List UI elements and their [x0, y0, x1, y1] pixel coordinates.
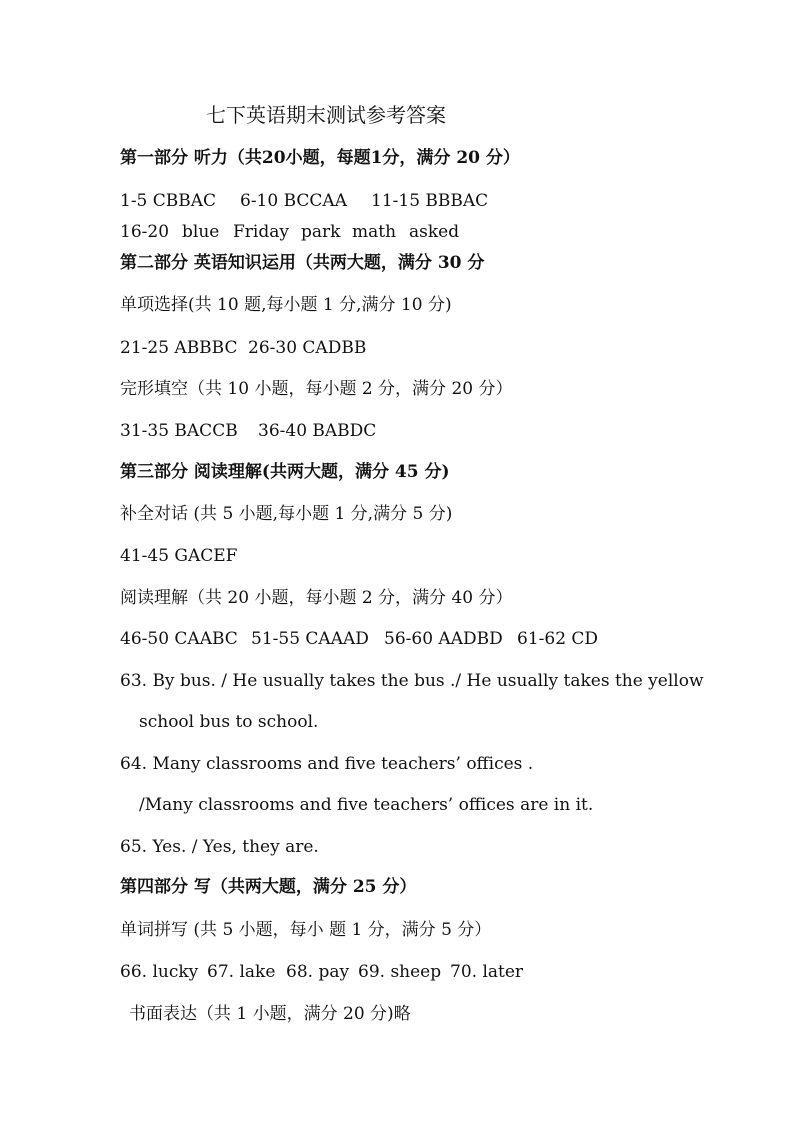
- answer-word: 67. lake: [207, 962, 276, 982]
- answer-group: 1-5 CBBAC: [120, 191, 217, 211]
- answer-word: park: [301, 222, 341, 242]
- page-title: 七下英语期末测试参考答案: [206, 103, 446, 127]
- part4-sec1-heading: 单词拼写 (共 5 小题，每小 题 1 分，满分 5 分）: [120, 920, 492, 940]
- answer-group: 46-50 CAABC: [120, 629, 238, 649]
- answer-word: 68. pay: [286, 962, 350, 982]
- answer-group: 11-15 BBBAC: [371, 191, 489, 211]
- q65: 65. Yes. / Yes, they are.: [120, 837, 319, 857]
- answer-group: 36-40 BABDC: [258, 421, 377, 441]
- answer-word: 69. sheep: [358, 962, 442, 982]
- part2-heading: 第二部分 英语知识运用（共两大题，满分 30 分: [120, 253, 485, 273]
- answer-word: asked: [409, 222, 460, 242]
- answer-word: 66. lucky: [120, 962, 199, 982]
- answer-word: 70. later: [450, 962, 524, 982]
- answer-group: 16-20: [120, 222, 170, 242]
- part4-heading: 第四部分 写（共两大题，满分 25 分）: [120, 877, 417, 897]
- answer-group: 26-30 CADBB: [248, 338, 367, 358]
- part4-sec1-answers: [120, 961, 523, 983]
- answer-group: 31-35 BACCB: [120, 421, 238, 441]
- answer-group: 51-55 CAAAD: [251, 629, 369, 649]
- part1-heading: 第一部分 听力（共20小题，每题1分，满分 20 分）: [120, 148, 520, 168]
- answer-word: math: [352, 222, 397, 242]
- part3-sec2-answers: [120, 628, 598, 650]
- part1-answer-row2: [120, 221, 459, 243]
- part4-sec2-heading: 书面表达（共 1 小题，满分 20 分)略: [129, 1004, 411, 1024]
- answer-group: 61-62 CD: [517, 629, 599, 649]
- part3-heading: 第三部分 阅读理解(共两大题，满分 45 分): [120, 462, 450, 482]
- part3-sec1-heading: 补全对话 (共 5 小题,每小题 1 分,满分 5 分): [120, 504, 453, 524]
- part2-sec1-heading: 单项选择(共 10 题,每小题 1 分,满分 10 分): [120, 295, 452, 315]
- answer-word: Friday: [233, 222, 289, 242]
- q64-line2: /Many classrooms and five teachers’ offices are in it.: [139, 795, 594, 815]
- part3-sec2-heading: 阅读理解（共 20 小题，每小题 2 分，满分 40 分）: [120, 588, 513, 608]
- answer-group: 6-10 BCCAA: [240, 191, 347, 211]
- answer-group: 56-60 AADBD: [384, 629, 503, 649]
- part1-answer-row1: [120, 190, 488, 212]
- q64-line1: 64. Many classrooms and five teachers’ offices .: [120, 754, 534, 774]
- answer-word: blue: [182, 222, 220, 242]
- q63-line1: 63. By bus. / He usually takes the bus ./ He usually takes the yellow: [120, 671, 704, 691]
- part2-sec1-answers: [120, 337, 366, 359]
- part2-sec2-heading: 完形填空（共 10 小题，每小题 2 分，满分 20 分）: [120, 379, 513, 399]
- part3-sec1-answers: 41-45 GACEF: [120, 546, 238, 566]
- answer-group: 21-25 ABBBC: [120, 338, 238, 358]
- q63-line2: school bus to school.: [139, 712, 319, 732]
- part2-sec2-answers: [120, 420, 376, 442]
